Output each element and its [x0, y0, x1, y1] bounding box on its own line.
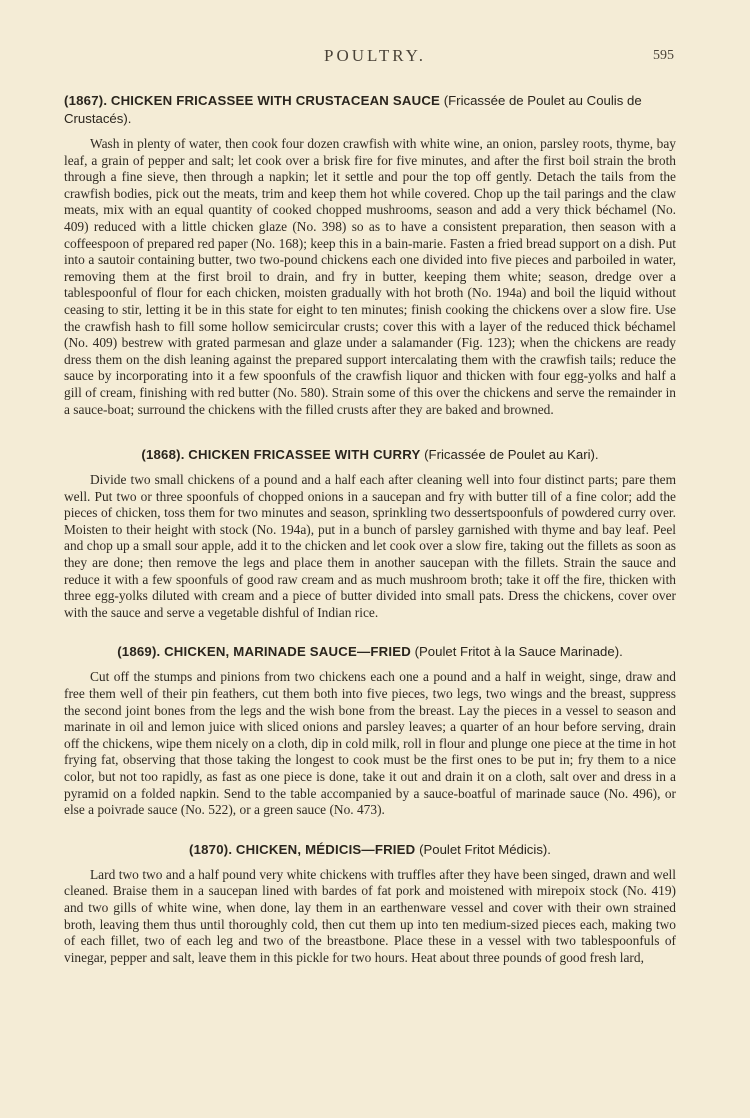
recipe-title: CHICKEN, MÉDICIS—FRIED: [235, 841, 416, 857]
recipe-heading: [64, 446, 676, 464]
recipe-heading: [64, 841, 676, 859]
recipe-number: (1867).: [64, 93, 108, 108]
recipe-subtitle: (Fricassée de Poulet au Coulis de Crustacés).: [64, 93, 642, 126]
recipe-title: CHICKEN, MARINADE SAUCE—FRIED: [164, 644, 411, 660]
recipe-1868: [64, 446, 676, 621]
recipe-body: Cut off the stumps and pinions from two chickens each one a pound and a half in weight, singe, draw and free them well of their pin feathers, cut them both into five pieces, two legs, two wings and the breast, suppress the second joint bones from the legs and the wish bone from the breast. Lay the pieces in a vessel to season and marinate in oil and lemon juice with sliced onions and parsley leaves; a quarter of an hour before serving, drain off the chickens, wipe them nicely on a cloth, dip in cold milk, roll in flour and plunge one piece at the time in hot frying fat, observing that those taking the longest to cook must be the first ones to be put in; fry them to a nice color, but not too rapidly, as fast as one piece is done, take it out and drain it on a cloth, salt over and dress in a pyramid on a folded napkin. Send to the table accompanied by a sauce-boatful of marinade sauce (No. 496), or else a poivrade sauce (No. 522), or a green sauce (No. 473).: [64, 669, 676, 818]
recipe-heading: [64, 643, 676, 661]
recipe-number: (1869).: [117, 644, 161, 660]
recipe-heading: [64, 92, 676, 128]
recipe-title: CHICKEN FRICASSEE WITH CURRY: [188, 447, 421, 463]
page-content: [64, 92, 676, 988]
recipe-body: Lard two two and a half pound very white chickens with truffles after they have been singed, drawn and well cleaned. Braise them in a saucepan lined with bardes of fat pork and moistened with mirepoix stock (No. 419) and two gills of white wine, when done, lay them in an earthenware vessel and cover with their own strained broth, leaving them thus until thoroughly cold, then cut them up into ten medium-sized pieces each, making two of each fillet, two of each leg and two of the breastbone. Place these in a vessel with two tablespoonfuls of vinegar, pepper and salt, leave them in this pickle for two hours. Heat about three pounds of good fresh lard,: [64, 866, 676, 965]
recipe-number: (1868).: [141, 447, 185, 463]
recipe-body: Wash in plenty of water, then cook four dozen crawfish with white wine, an onion, parsley roots, thyme, bay leaf, a grain of pepper and salt; let cook over a brisk fire for five minutes, and after the first boil strain the broth through a fine sieve, then through a napkin; let it settle and pour the top off gently. Detach the tails from the crawfish bodies, pick out the meats, trim and keep them hot while covered. Chop up the tail parings and the claw meats, mix with an equal quantity of cooked chopped mushrooms, season and add a very thick béchamel (No. 409) reduced with a little chicken glaze (No. 398) so as to have a consistent preparation, then season with a coffeespoon of prepared red paper (No. 168); keep this in a bain-marie. Fasten a fried bread support on a dish. Put into a sautoir containing butter, two two-pound chickens each one divided into five pieces and parboiled in water, removing them at the first broil to drain, and fry in butter, keeping them white; season, dredge over a tablespoonful of flour for each chicken, moisten gradually with hot broth (No. 194a) and boil the liquid without ceasing to stir, letting it be in this state for eight to ten minutes; finish cooking the chickens over a slow fire. Use the crawfish hash to fill some hollow semicircular crusts; cover this with a layer of the reduced thick béchamel (No. 409) bestrew with grated parmesan and glaze under a salamander (Fig. 123); when the chickens are ready dress them on the dish leaning against the prepared support intercalating them with the crawfish tails; reduce the sauce by incorporating into it a few spoonfuls of the crawfish liquor and thicken with four egg-yolks and half a gill of cream, finishing with red butter (No. 580). Strain some of this over the chickens and serve the remainder in a sauce-boat; surround the chickens with the filled crusts after they are baked and browned.: [64, 136, 676, 417]
recipe-title: CHICKEN FRICASSEE WITH CRUSTACEAN SAUCE: [110, 93, 441, 108]
recipe-number: (1870).: [189, 841, 233, 857]
recipe-1870: [64, 841, 676, 967]
recipe-1867: [64, 92, 676, 418]
recipe-body: Divide two small chickens of a pound and a half each after cleaning well into four distinct parts; pare them well. Put two or three spoonfuls of chopped onions in a saucepan and fry with butter till of a fine color; add the pieces of chicken, toss them for two minutes and season, sprinkling two dessertspoonfuls of powdered curry over. Moisten to their height with stock (No. 194a), put in a bunch of parsley garnished with thyme and bay leaf. Peel and chop up a small sour apple, add it to the chicken and let cook over a slow fire, taking out the fillets as soon as they are done; then remove the legs and place them in another saucepan with the fillets. Strain the sauce and reduce it with a few spoonfuls of good raw cream and as much mushroom broth; take it off the fire, thicken with three egg-yolks diluted with cream and a piece of butter divided into small pats. Dress the chickens, cover over with the sauce and serve a vegetable dishful of Indian rice.: [64, 472, 676, 620]
recipe-1869: [64, 643, 676, 818]
running-head: [0, 46, 750, 68]
recipe-subtitle: (Poulet Fritot Médicis).: [419, 841, 551, 857]
recipe-subtitle: (Fricassée de Poulet au Kari).: [424, 447, 599, 463]
recipe-subtitle: (Poulet Fritot à la Sauce Marinade).: [414, 644, 623, 660]
running-title: POULTRY.: [324, 46, 426, 65]
page-number: 595: [653, 48, 674, 63]
